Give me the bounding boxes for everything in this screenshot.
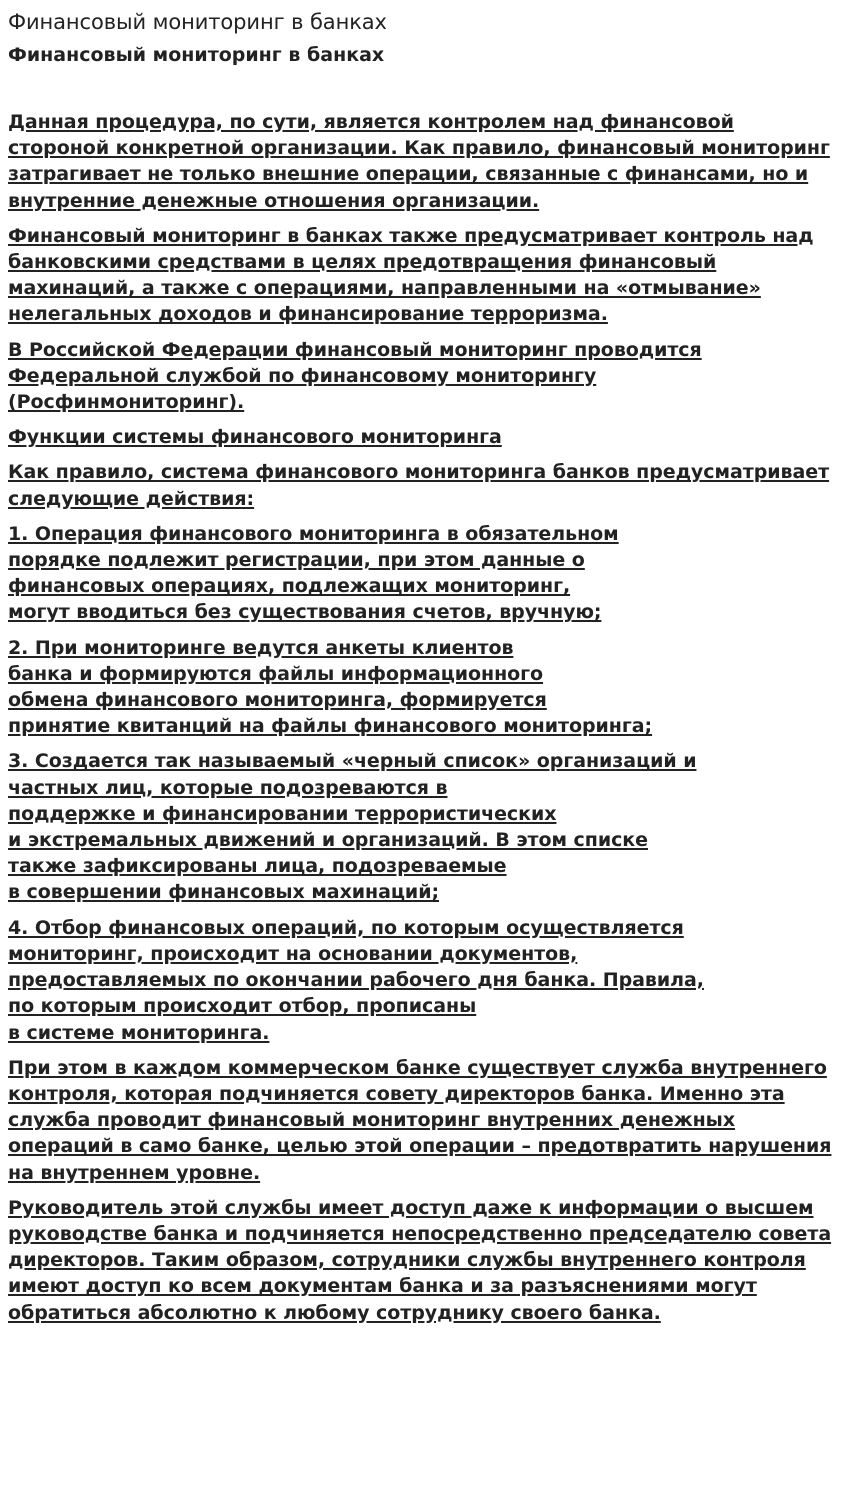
article-body xyxy=(8,109,839,1326)
list-item-1: 1. Операция финансового мониторинга в обязательном порядке подлежит регистрации, при этом данные о финансовых операциях, подлежащих мониторинг, могут вводиться без существования счетов, вручную; xyxy=(8,522,619,624)
paragraph-functions-heading: Функции системы финансового мониторинга xyxy=(8,426,502,449)
paragraph-bank-control: Финансовый мониторинг в банках также предусматривает контроль над банковскими средствами в целях предотвращения финансовый махинаций, а также с операциями, направленными на «отмывание» нелегальных доходов и финансирование терроризма. xyxy=(8,224,814,326)
article-heading: Финансовый мониторинг в банках xyxy=(8,44,385,66)
list-item-3: 3. Создается так называемый «черный список» организаций и частных лиц, которые подозреваются в поддержке и финансировании террористических и экстремальных движений и организаций. В этом списке также зафиксированы лица, подозреваемые в совершении финансовых махинаций; xyxy=(8,750,697,904)
list-item-4: 4. Отбор финансовых операций, по которым осуществляется мониторинг, происходит на основании документов, предоставляемых по окончании рабочего дня банка. Правила, по которым происходит отбор, прописаны в системе мониторинга. xyxy=(8,916,704,1044)
paragraph-actions-intro: Как правило, система финансового мониторинга банков предусматривает следующие действия: xyxy=(8,461,830,510)
paragraph-intro: Данная процедура, по сути, является контролем над финансовой стороной конкретной организации. Как правило, финансовый мониторинг затрагивает не только внешние операции, связанные с финансами, но и внутренние денежные отношения организации. xyxy=(8,111,830,212)
page-title: Финансовый мониторинг в банках xyxy=(8,10,387,34)
list-item-2: 2. При мониторинге ведутся анкеты клиентов банка и формируются файлы информационного обмена финансового мониторинга, формируется принятие квитанций на файлы финансового мониторинга; xyxy=(8,636,653,738)
paragraph-service-head: Руководитель этой службы имеет доступ даже к информации о высшем руководстве банка и подчиняется непосредственно председателю совета директоров. Таким образом, сотрудники службы внутреннего контроля имеют доступ ко всем документам банка и за разъяснениями могут обратиться абсолютно к любому сотруднику своего банка. xyxy=(8,1196,832,1324)
paragraph-rosfinmonitoring: В Российской Федерации финансовый мониторинг проводится Федеральной службой по финансовому мониторингу (Росфинмониторинг). xyxy=(8,338,702,414)
paragraph-internal-control: При этом в каждом коммерческом банке существует служба внутреннего контроля, которая подчиняется совету директоров банка. Именно эта служба проводит финансовый мониторинг внутренних денежных операций в само банке, целью этой операции – предотвратить нарушения на внутреннем уровне. xyxy=(8,1056,832,1184)
